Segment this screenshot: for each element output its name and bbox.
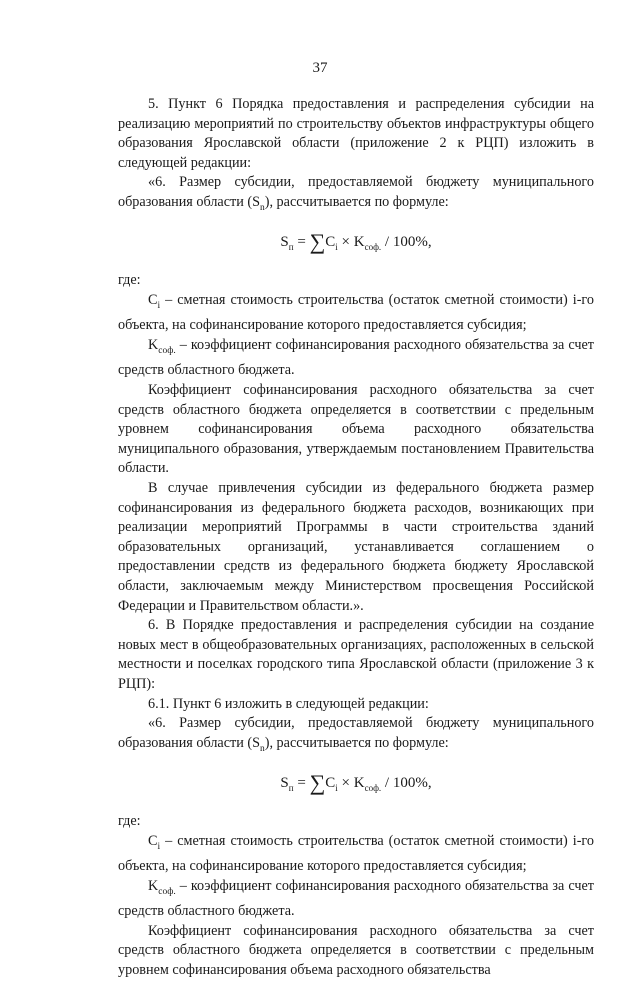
paragraph-point-6-1: 6.1. Пункт 6 изложить в следующей редакции:: [148, 695, 429, 712]
paragraph-point-6: 6. В Порядке предоставления и распределения субсидии на создание новых мест в общеобразовательных организациях, расположенных в сельской местности и поселках городского типа Ярославской области (приложение 3 к РЦП):: [118, 617, 594, 692]
where-label-2: где:: [118, 813, 141, 830]
federal-paragraph: В случае привлечения субсидии из федерального бюджета размер софинансирования из федерального бюджета расходов, возникающих при реализации мероприятий Программы в части строительства зданий образовательных организаций, устанавливается соглашением о предоставлении средств из федерального бюджета бюджету Ярославской области, заключаемым между Министерством просвещения Российской Федерации и Правительством области.».: [118, 479, 594, 614]
sum-symbol: ∑: [309, 229, 326, 255]
formula-1: $S_п = \sum C_i \times K_{соф.} / 100\%$,: [280, 229, 432, 255]
formula-intro-2: «6. Размер субсидии, предоставляемой бюджету муниципального образования области $(S_n)$, рассчитывается по формуле:: [118, 715, 594, 754]
where-label-1: где:: [118, 272, 141, 289]
coefficient-paragraph-2: Коэффициент софинансирования расходного обязательства за счет средств областного бюджета определяется в соответствии с предельным уровнем софинансирования объема расходного обязательства: [118, 922, 594, 978]
ci-definition-1: $C_i$ – сметная стоимость строительства (остаток сметной стоимости) i-го объекта, на софинансирование которого предоставляется субсидия;: [118, 291, 594, 334]
coefficient-paragraph-1: Коэффициент софинансирования расходного обязательства за счет средств областного бюджета определяется в соответствии с предельным уровнем софинансирования объема расходного обязательства муниципального образования, утверждаемым постановлением Правительства области.: [118, 382, 594, 477]
formula-intro-1: «6. Размер субсидии, предоставляемой бюджету муниципального образования области $(S_n)$, рассчитывается по формуле:: [118, 174, 594, 213]
formula-2: $S_п = \sum C_i \times K_{соф.} / 100\%$,: [280, 770, 432, 796]
sum-symbol: ∑: [309, 770, 326, 796]
k-definition-2: $K_{соф.}$ – коэффициент софинансирования расходного обязательства за счет средств областного бюджета.: [118, 877, 594, 920]
document-body: [118, 95, 594, 981]
k-definition-1: $K_{соф.}$ – коэффициент софинансирования расходного обязательства за счет средств областного бюджета.: [118, 337, 594, 379]
paragraph-point-5: 5. Пункт 6 Порядка предоставления и распределения субсидии на реализацию мероприятий по строительству объектов инфраструктуры общего образования Ярославской области (приложение 2 к РЦП) изложить в следующей редакции:: [118, 96, 594, 171]
page-number: 37: [312, 60, 328, 76]
ci-definition-2: $C_i$ – сметная стоимость строительства (остаток сметной стоимости) i-го объекта, на софинансирование которого предоставляется субсидия;: [118, 832, 594, 875]
